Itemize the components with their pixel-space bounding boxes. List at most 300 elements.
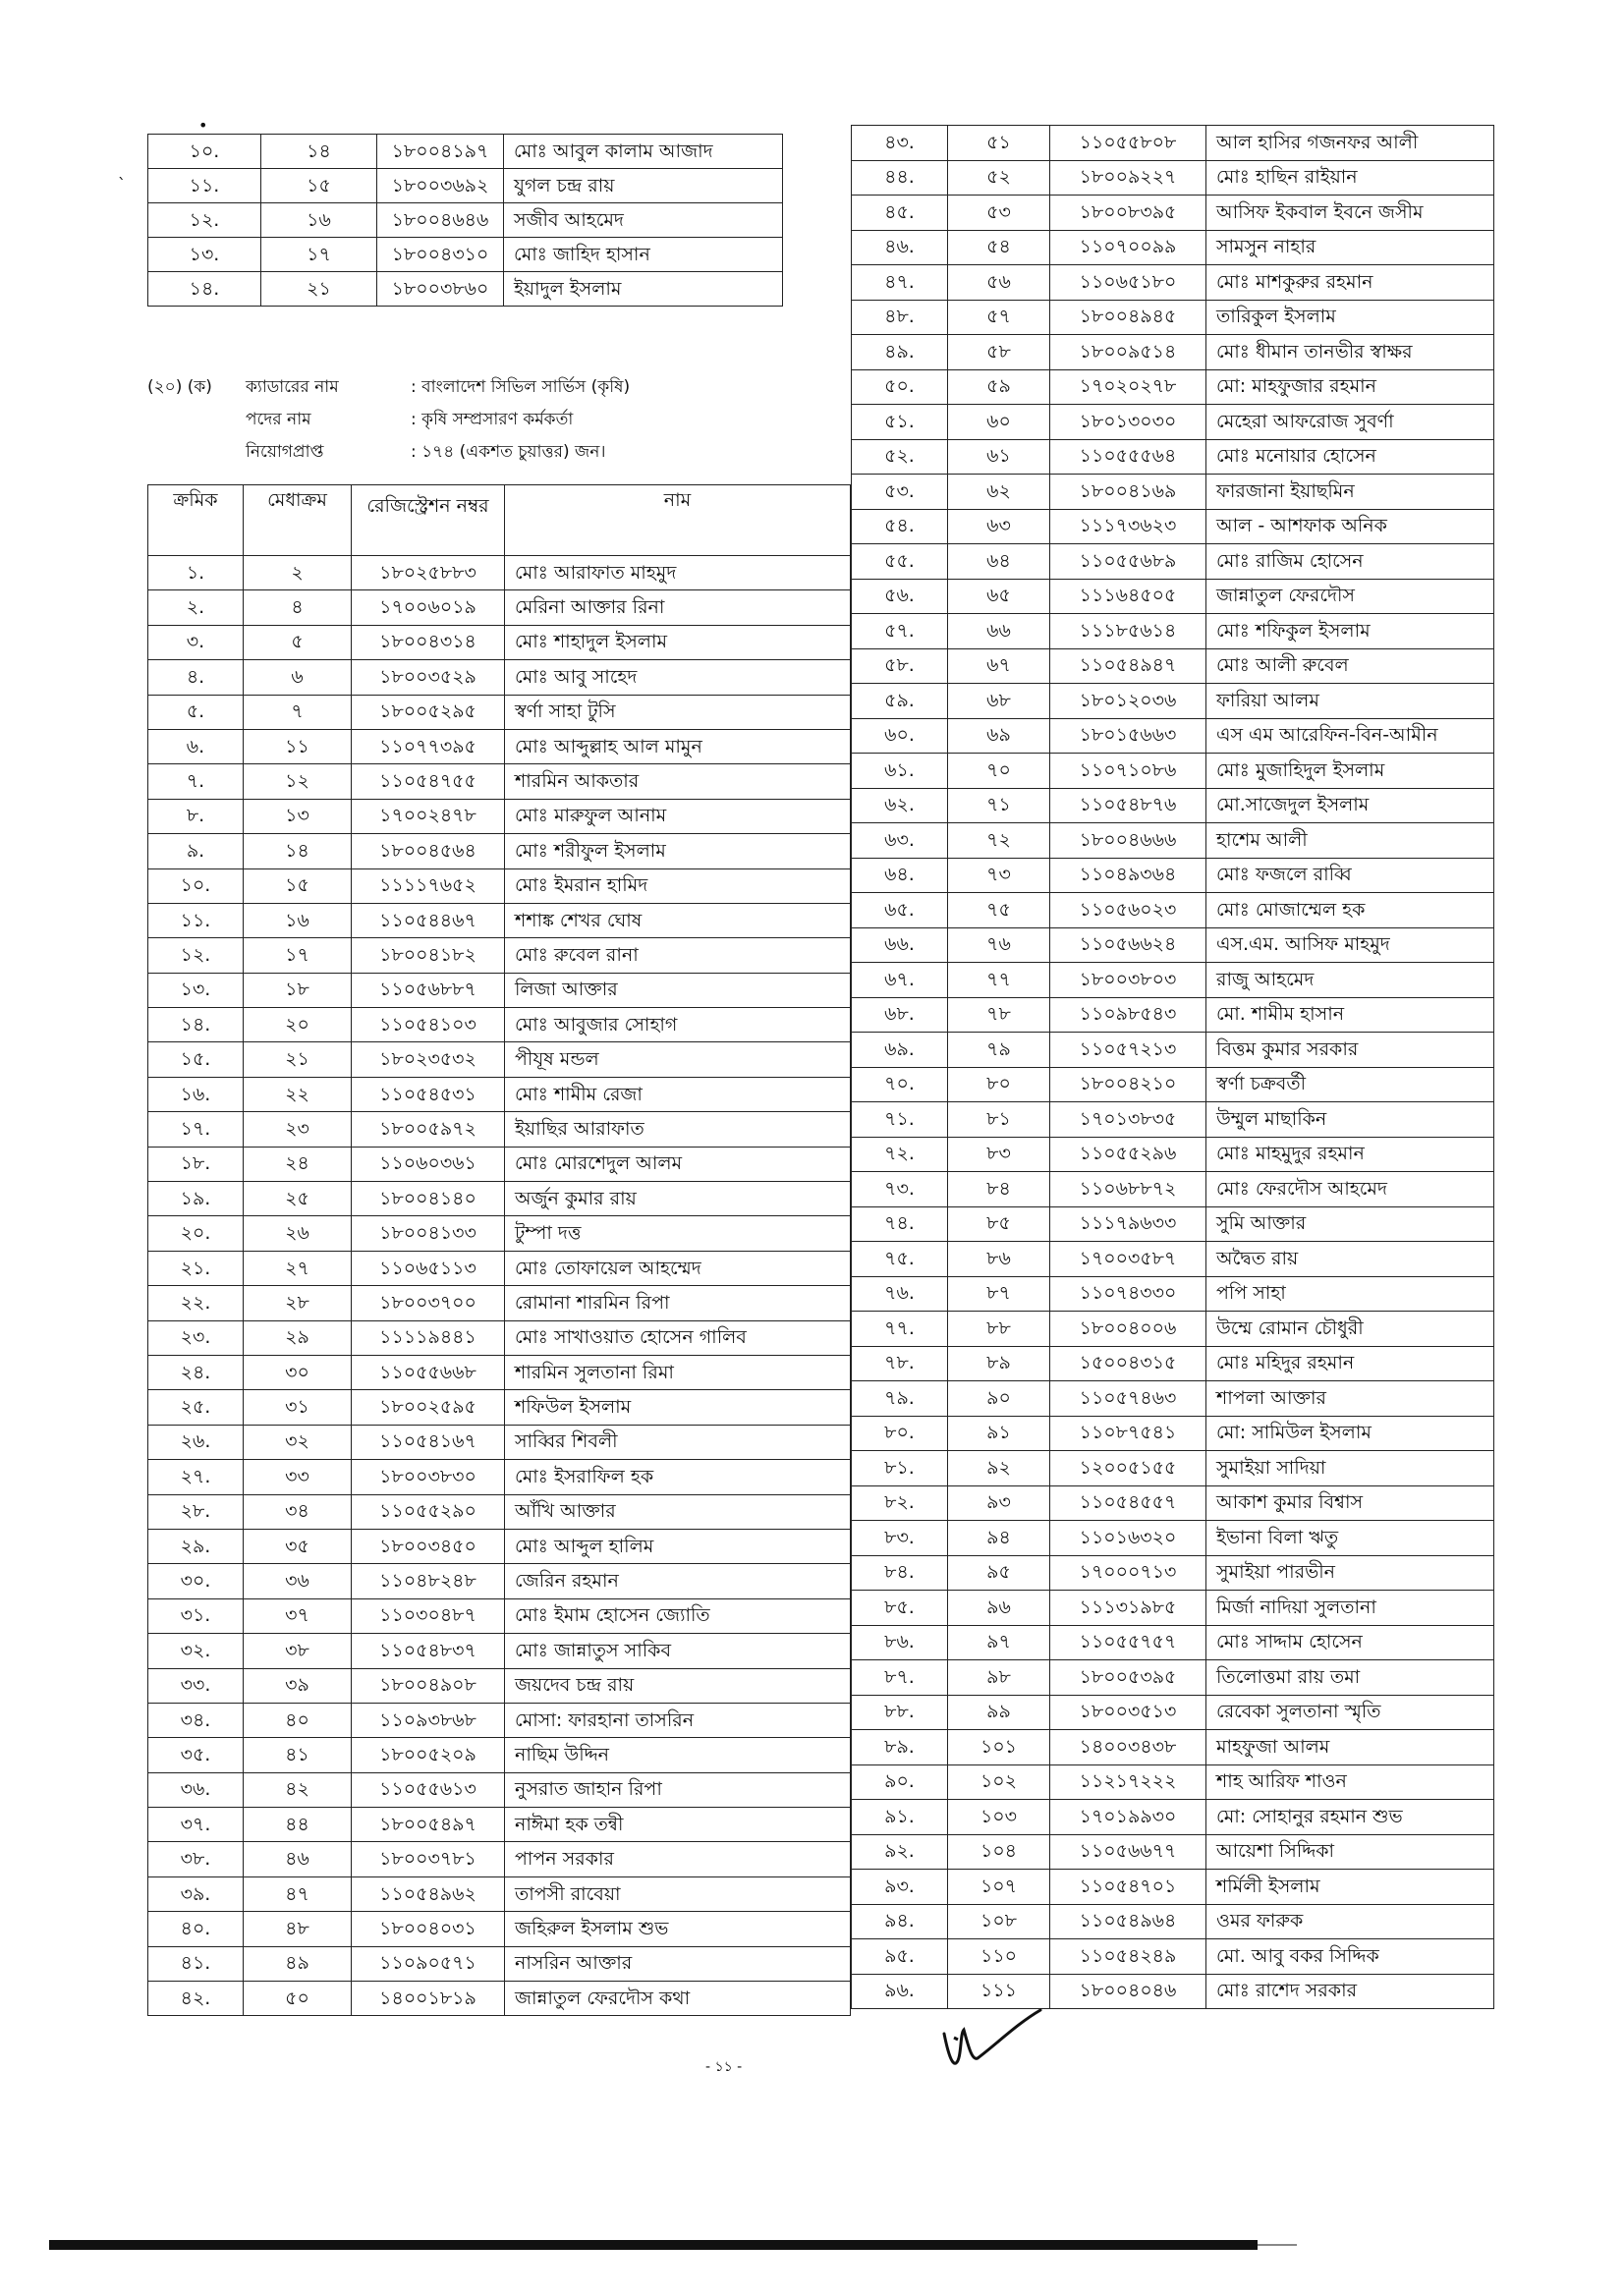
merit-cell: ২০ [244, 1008, 352, 1042]
serial-cell: ৫০. [852, 369, 948, 405]
table-row [852, 1521, 1494, 1556]
registration-cell: ১৮০০৮৩৯৫ [1050, 196, 1206, 231]
registration-cell: ১১০৭১০৮৬ [1050, 754, 1206, 789]
registration-cell: ১১০৫৫৮০৮ [1050, 126, 1206, 161]
name-cell: মোঃ আবু সাহেদ [505, 660, 851, 695]
table-row [852, 196, 1494, 231]
name-cell: মোঃ মাশকুরুর রহমান [1206, 265, 1494, 301]
name-cell: আল হাসির গজনফর আলী [1206, 126, 1494, 161]
registration-cell: ১২০০৫১৫৫ [1050, 1451, 1206, 1486]
merit-cell: ২১ [244, 1042, 352, 1077]
merit-cell: ৯৮ [948, 1660, 1050, 1696]
registration-cell: ১৪০০৩৪৩৮ [1050, 1730, 1206, 1765]
merit-cell: ৫৭ [948, 300, 1050, 335]
registration-cell: ১৮০০৩৫১৩ [1050, 1695, 1206, 1730]
serial-cell: ১০. [148, 868, 244, 903]
serial-cell: ৮৩. [852, 1521, 948, 1556]
merit-cell: ৩২ [244, 1425, 352, 1459]
table-row [148, 1390, 851, 1425]
table-row [852, 1904, 1494, 1939]
serial-cell: ৫৯. [852, 684, 948, 719]
table-row [148, 272, 783, 307]
registration-cell: ১৭০১৯৯৩০ [1050, 1800, 1206, 1835]
serial-cell: ৭৯. [852, 1381, 948, 1417]
name-cell: উম্মুল মাছাকিন [1206, 1102, 1494, 1138]
merit-cell: ৬৬ [948, 614, 1050, 649]
serial-cell: ৮৮. [852, 1695, 948, 1730]
name-cell: সামসুন নাহার [1206, 230, 1494, 265]
table-row [852, 1102, 1494, 1138]
merit-cell: ১১ [244, 729, 352, 763]
name-cell: রাজু আহমেদ [1206, 963, 1494, 998]
registration-cell: ১৮০০৪০৩১ [352, 1912, 505, 1946]
merit-cell: ৬৭ [948, 648, 1050, 684]
registration-cell: ১১০৭৪৩৩০ [1050, 1276, 1206, 1312]
registration-cell: ১৮০০৫২০৯ [352, 1738, 505, 1772]
table-row [148, 1668, 851, 1703]
name-cell: জয়দেব চন্দ্র রায় [505, 1668, 851, 1703]
table-row [852, 126, 1494, 161]
merit-cell: ৯২ [948, 1451, 1050, 1486]
merit-cell: ৫৩ [948, 196, 1050, 231]
merit-cell: ২ [244, 556, 352, 590]
merit-cell: ৩০ [244, 1355, 352, 1389]
name-cell: সুমাইয়া পারভীন [1206, 1555, 1494, 1591]
cadre-info [147, 371, 630, 469]
registration-cell: ১১০৬৫১৮০ [1050, 265, 1206, 301]
merit-cell: ৭৮ [948, 997, 1050, 1033]
serial-cell: ৫৪. [852, 509, 948, 544]
registration-cell: ১১০৫৬৬২৪ [1050, 927, 1206, 963]
table-row [852, 788, 1494, 823]
table-row [148, 625, 851, 659]
serial-cell: ৬৭. [852, 963, 948, 998]
name-cell: অদ্বৈত রায় [1206, 1242, 1494, 1277]
merit-cell: ১৩ [244, 799, 352, 833]
name-cell: আল - আশফাক অনিক [1206, 509, 1494, 544]
serial-cell: ৮৯. [852, 1730, 948, 1765]
table-row [148, 973, 851, 1007]
merit-cell: ১১১ [948, 1974, 1050, 2009]
serial-cell: ৬৯. [852, 1033, 948, 1068]
table-row [852, 1730, 1494, 1765]
name-cell: মির্জা নাদিয়া সুলতানা [1206, 1591, 1494, 1626]
name-cell: লিজা আক্তার [505, 973, 851, 1007]
merit-cell: ১০১ [948, 1730, 1050, 1765]
table-row [148, 1529, 851, 1563]
merit-cell: ১০২ [948, 1764, 1050, 1800]
stray-mark: • [198, 116, 208, 135]
name-cell: মোঃ ফজলে রাব্বি [1206, 858, 1494, 893]
serial-cell: ৮২. [852, 1485, 948, 1521]
merit-cell: ৫ [244, 625, 352, 659]
serial-cell: ৭. [148, 764, 244, 799]
table-row [148, 1147, 851, 1181]
merit-cell: ২১ [261, 272, 377, 307]
serial-cell: ৪. [148, 660, 244, 695]
name-cell: মোঃ মহিদুর রহমান [1206, 1346, 1494, 1381]
merit-cell: ৫২ [948, 160, 1050, 196]
serial-cell: ১১. [148, 169, 261, 203]
merit-cell: ১৭ [261, 238, 377, 272]
name-cell: মোঃ রাশেদ সরকার [1206, 1974, 1494, 2009]
header-serial: ক্রমিক [148, 485, 244, 556]
table-row [148, 1494, 851, 1529]
table-row [148, 1320, 851, 1355]
merit-cell: ৪২ [244, 1772, 352, 1807]
merit-cell: ১০৪ [948, 1834, 1050, 1870]
merit-cell: ১৭ [244, 938, 352, 973]
registration-cell: ১১০৭০০৯৯ [1050, 230, 1206, 265]
stray-mark: ` [118, 175, 126, 194]
name-cell: রেবেকা সুলতানা স্মৃতি [1206, 1695, 1494, 1730]
registration-cell: ১৮০০৪৯০৮ [352, 1668, 505, 1703]
name-cell: পপি সাহা [1206, 1276, 1494, 1312]
serial-cell: ৮. [148, 799, 244, 833]
serial-cell: ১৩. [148, 973, 244, 1007]
name-cell: মোঃ মনোয়ার হোসেন [1206, 439, 1494, 475]
name-cell: হাশেম আলী [1206, 823, 1494, 859]
registration-cell: ১১০৬৫১১৩ [352, 1251, 505, 1285]
registration-cell: ১৮০০৩৪৫০ [352, 1529, 505, 1563]
name-cell: আকাশ কুমার বিশ্বাস [1206, 1485, 1494, 1521]
name-cell: জান্নাতুল ফেরদৌস [1206, 579, 1494, 614]
serial-cell: ২৮. [148, 1494, 244, 1529]
serial-cell: ২১. [148, 1251, 244, 1285]
merit-cell: ১২ [244, 764, 352, 799]
serial-cell: ৮০. [852, 1416, 948, 1451]
merit-cell: ১০৭ [948, 1870, 1050, 1905]
table-row [852, 1312, 1494, 1347]
registration-cell: ১৮০০৫২৯৫ [352, 695, 505, 729]
merit-cell: ৪০ [244, 1703, 352, 1737]
merit-cell: ৩৬ [244, 1564, 352, 1598]
serial-cell: ৭৪. [852, 1206, 948, 1242]
registration-cell: ১৮০০৪০৪৬ [1050, 1974, 1206, 2009]
registration-cell: ১১০৫৪১৬৭ [352, 1425, 505, 1459]
merit-cell: ৮৪ [948, 1172, 1050, 1207]
table-row [148, 238, 783, 272]
merit-cell: ৬ [244, 660, 352, 695]
merit-cell: ৮৭ [948, 1276, 1050, 1312]
serial-cell: ৭০. [852, 1067, 948, 1102]
name-cell: ফারিয়া আলম [1206, 684, 1494, 719]
merit-cell: ২৫ [244, 1182, 352, 1216]
table-row [148, 1912, 851, 1946]
table-row [852, 1033, 1494, 1068]
registration-cell: ১৮০০৯৫১৪ [1050, 335, 1206, 370]
serial-cell: ৩৭. [148, 1808, 244, 1842]
serial-cell: ৬৩. [852, 823, 948, 859]
registration-cell: ১৮০০৩৮০৩ [1050, 963, 1206, 998]
registration-cell: ১৮০১৩০৩০ [1050, 405, 1206, 440]
merit-cell: ৩৯ [244, 1668, 352, 1703]
table-row [148, 1216, 851, 1251]
merit-cell: ২৪ [244, 1147, 352, 1181]
table-row [852, 1485, 1494, 1521]
merit-cell: ৯৪ [948, 1521, 1050, 1556]
name-cell: নাঈমা হক তন্বী [505, 1808, 851, 1842]
serial-cell: ৩২. [148, 1634, 244, 1668]
name-cell: তাপসী রাবেয়া [505, 1876, 851, 1911]
merit-cell: ৯৩ [948, 1485, 1050, 1521]
merit-cell: ১০৮ [948, 1904, 1050, 1939]
registration-cell: ১৮০০৪৬৬৬ [1050, 823, 1206, 859]
name-cell: রোমানা শারমিন রিপা [505, 1286, 851, 1320]
registration-cell: ১৮০০৪১৬৯ [1050, 475, 1206, 510]
serial-cell: ৫৭. [852, 614, 948, 649]
serial-cell: ৭৬. [852, 1276, 948, 1312]
name-cell: আঁখি আক্তার [505, 1494, 851, 1529]
merit-cell: ৭ [244, 695, 352, 729]
serial-cell: ১২. [148, 203, 261, 238]
merit-cell: ৯৫ [948, 1555, 1050, 1591]
merit-cell: ৮৫ [948, 1206, 1050, 1242]
name-cell: মো.সাজেদুল ইসলাম [1206, 788, 1494, 823]
serial-cell: ৯০. [852, 1764, 948, 1800]
name-cell: পীযূষ মন্ডল [505, 1042, 851, 1077]
table-row [852, 614, 1494, 649]
table-row [852, 927, 1494, 963]
merit-cell: ৫৪ [948, 230, 1050, 265]
serial-cell: ৫১. [852, 405, 948, 440]
name-cell: মোঃ হাছিন রাইয়ান [1206, 160, 1494, 196]
name-cell: মোঃ শরীফুল ইসলাম [505, 834, 851, 868]
registration-cell: ১১০৬০৩৬১ [352, 1147, 505, 1181]
registration-cell: ১৮০০৪৫৬৪ [352, 834, 505, 868]
table-row [852, 369, 1494, 405]
table-row [852, 754, 1494, 789]
registration-cell: ১১০৭৭৩৯৫ [352, 729, 505, 763]
table-row [852, 1276, 1494, 1312]
name-cell: মাহফুজা আলম [1206, 1730, 1494, 1765]
registration-cell: ১১২১৭২২২ [1050, 1764, 1206, 1800]
table-row [148, 729, 851, 763]
merit-cell: ৯৭ [948, 1625, 1050, 1660]
serial-cell: ৩৪. [148, 1703, 244, 1737]
registration-cell: ১১০৫৫৬৬৮ [352, 1355, 505, 1389]
table-row [148, 1598, 851, 1633]
serial-cell: ৫২. [852, 439, 948, 475]
footer-rule [49, 2240, 1258, 2250]
name-cell: মোঃ আরাফাত মাহমুদ [505, 556, 851, 590]
merit-cell: ৫৮ [948, 335, 1050, 370]
merit-cell: ৭৯ [948, 1033, 1050, 1068]
name-cell: পাপন সরকার [505, 1842, 851, 1876]
serial-cell: ৬২. [852, 788, 948, 823]
name-cell: মোঃ জাহিদ হাসান [504, 238, 783, 272]
merit-cell: ৯৯ [948, 1695, 1050, 1730]
serial-cell: ১৩. [148, 238, 261, 272]
registration-cell: ১১০৫৪৭৫৫ [352, 764, 505, 799]
registration-cell: ১১১৭৩৬২৩ [1050, 509, 1206, 544]
name-cell: তিলোত্তমা রায় তমা [1206, 1660, 1494, 1696]
registration-cell: ১৮০০৩৮৩০ [352, 1460, 505, 1494]
serial-cell: ৫৮. [852, 648, 948, 684]
name-cell: মোঃ আব্দুল হালিম [505, 1529, 851, 1563]
table-row [148, 799, 851, 833]
table-row [852, 230, 1494, 265]
serial-cell: ৭৫. [852, 1242, 948, 1277]
name-cell: মোঃ ইমরান হামিদ [505, 868, 851, 903]
table-row [852, 1870, 1494, 1905]
name-cell: মোঃ মোজাম্মেল হক [1206, 893, 1494, 928]
name-cell: অর্জুন কুমার রায় [505, 1182, 851, 1216]
merit-cell: ২৮ [244, 1286, 352, 1320]
name-cell: মো: সামিউল ইসলাম [1206, 1416, 1494, 1451]
table-row [148, 1008, 851, 1042]
registration-cell: ১১০৫৬৬৭৭ [1050, 1834, 1206, 1870]
name-cell: মোসা: ফারহানা তাসরিন [505, 1703, 851, 1737]
name-cell: মো. আবু বকর সিদ্দিক [1206, 1939, 1494, 1975]
name-cell: নাছিম উদ্দিন [505, 1738, 851, 1772]
name-cell: শর্মিলী ইসলাম [1206, 1870, 1494, 1905]
registration-cell: ১১০৫৫৬১৩ [352, 1772, 505, 1807]
serial-cell: ১১. [148, 903, 244, 937]
registration-cell: ১৮০০৪০০৬ [1050, 1312, 1206, 1347]
appointed-value: : ১৭৪ (একশত চুয়াত্তর) জন। [411, 441, 606, 462]
merit-cell: ৬১ [948, 439, 1050, 475]
header-registration: রেজিস্ট্রেশন নম্বর [352, 485, 505, 556]
registration-cell: ১১০৩০৪৮৭ [352, 1598, 505, 1633]
table-row [852, 1591, 1494, 1626]
table-row [148, 660, 851, 695]
merit-cell: ৪১ [244, 1738, 352, 1772]
table-row [852, 648, 1494, 684]
registration-cell: ১৮০০২৫৯৫ [352, 1390, 505, 1425]
merit-cell: ৩৪ [244, 1494, 352, 1529]
registration-cell: ১১১৭৯৬৩৩ [1050, 1206, 1206, 1242]
serial-cell: ১০. [148, 135, 261, 169]
name-cell: এস এম আরেফিন-বিন-আমীন [1206, 718, 1494, 754]
registration-cell: ১৮০০৩৫২৯ [352, 660, 505, 695]
table-row [852, 823, 1494, 859]
table-row [148, 590, 851, 625]
table-row [852, 335, 1494, 370]
registration-cell: ১১০৫৪৫৫৭ [1050, 1485, 1206, 1521]
serial-cell: ৪৫. [852, 196, 948, 231]
table-row [148, 1808, 851, 1842]
name-cell: স্বর্ণা চক্রবর্তী [1206, 1067, 1494, 1102]
name-cell: মোঃ ফেরদৌস আহমেদ [1206, 1172, 1494, 1207]
registration-cell: ১৮০০৪৯৪৫ [1050, 300, 1206, 335]
table-row [148, 1251, 851, 1285]
merit-cell: ২৯ [244, 1320, 352, 1355]
serial-cell: ৪৮. [852, 300, 948, 335]
registration-cell: ১১০৫৭৪৬৩ [1050, 1381, 1206, 1417]
registration-cell: ১১০৯৮৫৪৩ [1050, 997, 1206, 1033]
table-row [148, 1425, 851, 1459]
registration-cell: ১৭০০৬০১৯ [352, 590, 505, 625]
registration-cell: ১৫০০৪৩১৫ [1050, 1346, 1206, 1381]
table-row [852, 1939, 1494, 1975]
registration-cell: ১১০৫৪৫৩১ [352, 1077, 505, 1111]
name-cell: মোঃ ইমাম হোসেন জ্যোতি [505, 1598, 851, 1633]
serial-cell: ৭৭. [852, 1312, 948, 1347]
merit-cell: ৮০ [948, 1067, 1050, 1102]
serial-cell: ৫৬. [852, 579, 948, 614]
registration-cell: ১১০৮৭৫৪১ [1050, 1416, 1206, 1451]
table-row [148, 1876, 851, 1911]
name-cell: ইয়াদুল ইসলাম [504, 272, 783, 307]
table-row [852, 1764, 1494, 1800]
serial-cell: ৭৩. [852, 1172, 948, 1207]
serial-cell: ৪৭. [852, 265, 948, 301]
merit-cell: ৩৭ [244, 1598, 352, 1633]
registration-cell: ১১০৫৫২৯৬ [1050, 1137, 1206, 1172]
merit-cell: ৪৬ [244, 1842, 352, 1876]
merit-cell: ২৬ [244, 1216, 352, 1251]
table-row [148, 1182, 851, 1216]
table-row [852, 579, 1494, 614]
registration-cell: ১১০৯৩৮৬৮ [352, 1703, 505, 1737]
table-row [148, 1042, 851, 1077]
serial-cell: ৩৬. [148, 1772, 244, 1807]
serial-cell: ৯১. [852, 1800, 948, 1835]
registration-cell: ১৮০০৩৬৯২ [377, 169, 504, 203]
serial-cell: ৪৬. [852, 230, 948, 265]
name-cell: ইভানা বিলা ঋতু [1206, 1521, 1494, 1556]
name-cell: জান্নাতুল ফেরদৌস কথা [505, 1982, 851, 2016]
serial-cell: ১৪. [148, 1008, 244, 1042]
serial-cell: ৬৮. [852, 997, 948, 1033]
registration-cell: ১১১১৭৬৫২ [352, 868, 505, 903]
name-cell: স্বর্ণা সাহা টুসি [505, 695, 851, 729]
table-row [852, 265, 1494, 301]
table-row [852, 1172, 1494, 1207]
registration-cell: ১১০৫৪৭০১ [1050, 1870, 1206, 1905]
serial-cell: ২৯. [148, 1529, 244, 1563]
serial-cell: ৬. [148, 729, 244, 763]
merit-cell: ৬৮ [948, 684, 1050, 719]
registration-cell: ১১০৫৪৯৬২ [352, 1876, 505, 1911]
name-cell: মোঃ রুবেল রানা [505, 938, 851, 973]
serial-cell: ৬৬. [852, 927, 948, 963]
table-row [852, 963, 1494, 998]
table-row [148, 1772, 851, 1807]
serial-cell: ৪৩. [852, 126, 948, 161]
name-cell: বিত্তম কুমার সরকার [1206, 1033, 1494, 1068]
serial-cell: ২৬. [148, 1425, 244, 1459]
top-continuation-table [147, 134, 783, 307]
serial-cell: ৭২. [852, 1137, 948, 1172]
serial-cell: ৬০. [852, 718, 948, 754]
serial-cell: ২০. [148, 1216, 244, 1251]
registration-cell: ১১০৫৫৫৬৪ [1050, 439, 1206, 475]
main-candidate-table [147, 484, 851, 2016]
table-row [852, 1625, 1494, 1660]
merit-cell: ৬৩ [948, 509, 1050, 544]
serial-cell: ২৫. [148, 1390, 244, 1425]
merit-cell: ৫১ [948, 126, 1050, 161]
name-cell: জহিরুল ইসলাম শুভ [505, 1912, 851, 1946]
serial-cell: ৫. [148, 695, 244, 729]
name-cell: যুগল চন্দ্র রায় [504, 169, 783, 203]
registration-cell: ১১০৬৮৮৭২ [1050, 1172, 1206, 1207]
name-cell: নাসরিন আক্তার [505, 1946, 851, 1981]
merit-cell: ৪৮ [244, 1912, 352, 1946]
merit-cell: ৫৯ [948, 369, 1050, 405]
merit-cell: ৬০ [948, 405, 1050, 440]
name-cell: মোঃ আব্দুল্লাহ আল মামুন [505, 729, 851, 763]
table-row [148, 1634, 851, 1668]
name-cell: মোঃ মোরশেদুল আলম [505, 1147, 851, 1181]
table-row [148, 1286, 851, 1320]
registration-cell: ১৮০১২০৩৬ [1050, 684, 1206, 719]
table-row [148, 1738, 851, 1772]
merit-cell: ৪৪ [244, 1808, 352, 1842]
merit-cell: ৮৬ [948, 1242, 1050, 1277]
